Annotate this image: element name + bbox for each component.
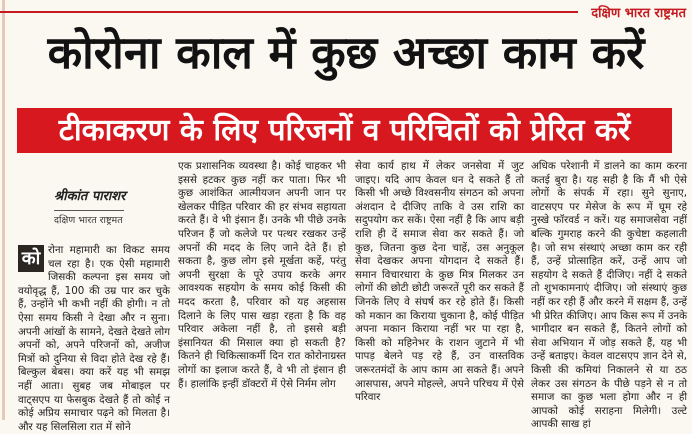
subheadline-banner — [17, 108, 672, 153]
article-column-2 — [178, 160, 346, 420]
dropcap: को — [18, 245, 44, 272]
subheadline: टीकाकरण के लिए परिजनों व परिचितों को प्रेरित करें — [58, 113, 631, 148]
column-1-body: रोना महामारी का विकट समय चल रहा है। एक ऐसी महामारी जिसकी कल्पना इस समय जो वयोवृद्ध हैं, 100 की उम्र पार कर चुके हैं, उन्होंने भी कभी नहीं की होगी। न तो ऐसा समय किसी ने देखा और न सुना। अपनी आंखों के सामने, देखते देखते लोग अपनों को, अपने परिजनों को, अजीज मित्रों को दुनिया से विदा होते देख रहे हैं। बिल्कुल बेबस। क्या करें यह भी समझ नहीं आता। सुबह जब मोबाइल पर वाट्सएप या फेसबुक देखते हैं तो कोई न कोई अप्रिय समाचार पढ़ने को मिलता है। और यह सिलसिला रात में सोने — [18, 244, 170, 433]
column-3-text: सेवा कार्य हाथ में लेकर जनसेवा में जुट जाइए। यदि आप केवल धन दे सकते हैं तो किसी भी अच्छे विश्वसनीय संगठन को अपना अंशदान दे दीजिए ताकि वे उस राशि का सदुपयोग कर सकें। ऐसा नहीं है कि आप बड़ी राशि ही दें समाज सेवा कर सकते हैं। जो कुछ, जितना कुछ देना चाहें, उस अनुकूल सेवा देखकर अपना योगदान दे सकते हैं। समान विचारधारा के कुछ मित्र मिलकर उन लोगों की छोटी छोटी जरूरतें पूरी कर सकते हैं जिनके लिए वे संघर्ष कर रहे होते हैं। किसी को मकान का किराया चुकाना है, कोई पीड़ित अपना मकान किराया नहीं भर पा रहा है, किसी को महिनेभर के राशन जुटाने में भी पापड़ बेलने पड़ रहे हैं, उन वास्तविक जरूरतमंदों के आप काम आ सकते हैं। अपने आसपास, अपने मोहल्ले, अपने परिचय में ऐसे परिवार — [355, 160, 524, 404]
headline: कोरोना काल में कुछ अच्छा काम करें — [47, 26, 645, 79]
column-1-text — [18, 244, 170, 434]
column-2-text: एक प्रशासनिक व्यवस्था है। कोई चाहकर भी इससे हटकर कुछ नहीं कर पाता। फिर भी कुछ आशंकित आत्मीयजन अपनी जान पर खेलकर पीड़ित परिवार की हर संभव सहायता करते हैं। वे भी इंसान हैं। उनके भी पीछे उनके परिजन हैं जो कलेजे पर पत्थर रखकर उन्हें अपनों की मदद के लिए जाने देते हैं। हो सकता है, कुछ लोग इसे मूर्खता कहें, परंतु अपनी सुरक्षा के पूरे उपाय करके अगर आवश्यक सहयोग के समय कोई किसी की मदद करता है, परिवार को यह अहसास दिलाने के लिए पास खड़ा रहता है कि वह परिवार अकेला नहीं है, तो इससे बड़ी इंसानियत की मिसाल क्या हो सकती है? कितने ही चिकित्साकर्मी दिन रात कोरोनाग्रस्त लोगों का इलाज करते हैं, वे भी तो इंसान ही हैं। हालांकि इन्हीं डॉक्टरों में ऐसे निर्मम लोग — [178, 160, 346, 390]
author-publication: दक्षिण भारत राष्ट्रमत — [54, 215, 123, 226]
column-4-text: अधिक परेशानी में डालने का काम करना कतई बुरा है। यह सही है कि मैं भी ऐसे लोगों के संपर्क में रहा। सुने सुनाए, वाटसएप पर मेसेज के रूप में घूम रहे नुस्खे फॉरवर्ड न करें। यह समाजसेवा नहीं बल्कि गुमराह करने की कुचेष्टा कहलाती है। जो सभ संस्थाएं अच्छा काम कर रही हैं, उन्हें प्रोत्साहित करें, उन्हें आप जो सहयोग दे सकते हैं दीजिए। नहीं दे सकते तो शुभकामनाएं दीजिए। जो संस्थाएं कुछ नहीं कर रही हैं और करने में सक्षम हैं, उन्हें भी प्रेरित कीजिए। आप किस रूप में उनके भागीदार बन सकते हैं, कितने लोगों को सेवा अभियान में जोड़ सकते हैं, यह भी उन्हें बताइए। केवल वाटसएप ज्ञान देने से, किसी की कमियां निकालने से या ठठ लेकर उस संगठन के पीछे पड़ने से न तो समाज का कुछ भला होगा और न ही आपको कोई सराहना मिलेगी। उल्टे आपकी साख हां — [531, 160, 687, 431]
article-column-1 — [18, 160, 170, 433]
article-column-4 — [531, 160, 687, 431]
byline-rule — [54, 210, 124, 211]
newspaper-header — [0, 0, 692, 24]
header-rule — [0, 11, 578, 13]
newspaper-name: दक्षिण भारत राष्ट्रमत — [591, 6, 686, 21]
article-column-3 — [355, 160, 524, 420]
author-name: श्रीकांत पाराशर — [54, 189, 126, 204]
byline — [18, 160, 170, 244]
